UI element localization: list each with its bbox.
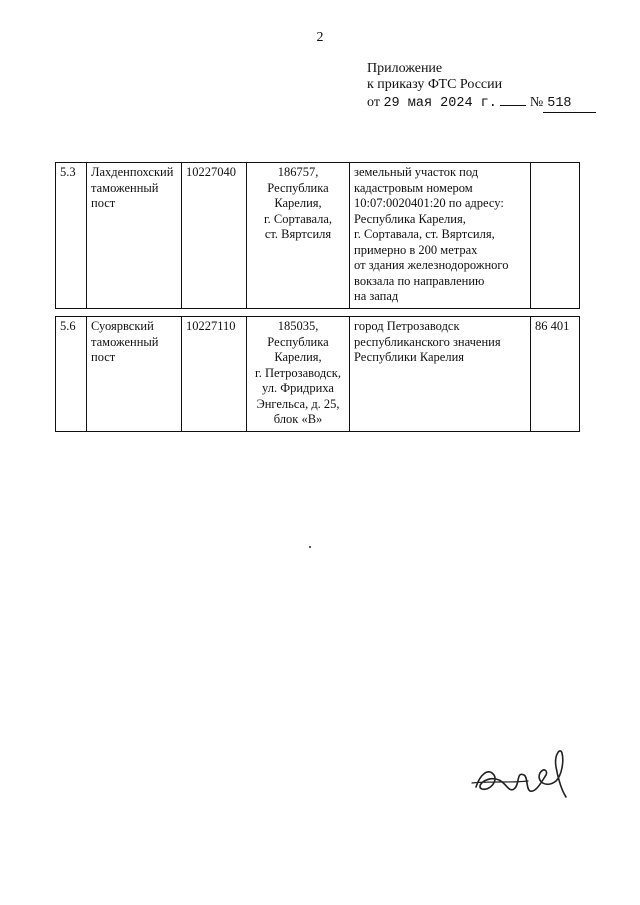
attachment-date-line (367, 93, 596, 113)
customs-table-1 (55, 162, 580, 309)
attachment-title: Приложение (367, 61, 443, 76)
territory-description: земельный участок под кадастровым номером 10:07:0020401:20 по адресу: Республика Карелия, г. Сортавала, ст. Вяртсиля, примерно в 200 метрах от здания железнодорожного вокзала по направлению на запад (350, 163, 531, 309)
post-address: 186757, Республика Карелия, г. Сортавала, ст. Вяртсиля (247, 163, 350, 309)
attachment-header (367, 61, 596, 113)
okato-code (531, 163, 580, 309)
post-id: 10227110 (182, 317, 247, 432)
order-date: 29 мая 2024 г. (383, 96, 497, 111)
row-code: 5.6 (56, 317, 87, 432)
number-label: № (529, 95, 544, 110)
post-name: Суоярвский таможенный пост (87, 317, 182, 432)
attachment-order: к приказу ФТС России (367, 77, 503, 92)
customs-table-2 (55, 316, 580, 432)
order-number: 518 (543, 96, 595, 113)
post-address: 185035, Республика Карелия, г. Петрозаводск, ул. Фридриха Энгельса, д. 25, блок «В» (247, 317, 350, 432)
date-prefix: от (367, 95, 380, 110)
territory-description: город Петрозаводск республиканского значения Республики Карелия (350, 317, 531, 432)
post-id: 10227040 (182, 163, 247, 309)
signature (470, 745, 580, 805)
table-row (56, 163, 580, 309)
okato-code: 86 401 (531, 317, 580, 432)
post-name: Лахденпохский таможенный пост (87, 163, 182, 309)
ink-dot (309, 546, 311, 548)
table-row (56, 317, 580, 432)
date-underline (500, 93, 526, 106)
page-number: 2 (316, 30, 324, 45)
row-code: 5.3 (56, 163, 87, 309)
